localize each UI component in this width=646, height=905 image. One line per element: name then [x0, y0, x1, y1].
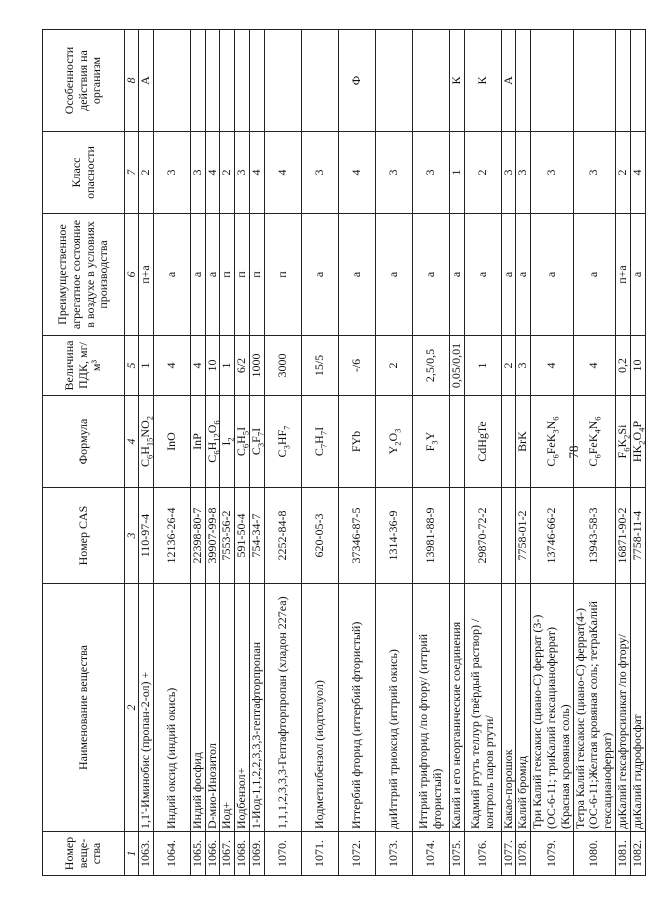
cell-formula: BrK	[516, 396, 531, 488]
table-row	[205, 30, 220, 876]
table-row	[464, 30, 501, 876]
cell-number: 1068.	[235, 832, 250, 876]
cell-pdk: 2	[501, 336, 516, 396]
cell-formula: $F_3Y$	[412, 396, 449, 488]
cell-name: Индий фосфид	[190, 584, 205, 832]
table-row	[412, 30, 449, 876]
cell-feature: А	[139, 30, 154, 132]
cell-formula: $I_2$	[220, 396, 235, 488]
cell-cas: 13981-88-9	[412, 488, 449, 584]
cell-formula: $C_6FeK_3N_6$	[531, 396, 573, 488]
header-feat: Особенности действия на организм	[43, 30, 125, 132]
cell-number: 1078.	[516, 832, 531, 876]
cell-pdk: 6/2	[235, 336, 250, 396]
cell-name: Кадмий ртуть теллур (твёрдый раствор) /контроль паров ртути/	[464, 584, 501, 832]
cell-state: а	[205, 214, 220, 336]
cell-state: п	[235, 214, 250, 336]
table-row	[615, 30, 630, 876]
cell-name: 1,1,1,2,3,3,3-Гептафторпропан (хладон 227еа)	[264, 584, 301, 832]
cell-number: 1073.	[375, 832, 412, 876]
header-row	[43, 30, 125, 876]
cell-pdk: 1	[139, 336, 154, 396]
cell-pdk: 0,2	[615, 336, 630, 396]
cell-cas: 1314-36-9	[375, 488, 412, 584]
cell-number: 1065.	[190, 832, 205, 876]
cell-cas: 22398-80-7	[190, 488, 205, 584]
table-row	[531, 30, 573, 876]
cell-number: 1082.	[630, 832, 645, 876]
cell-pdk: 4	[153, 336, 190, 396]
cell-class: 3	[190, 132, 205, 214]
table-row	[190, 30, 205, 876]
cell-state: а	[573, 214, 615, 336]
cell-name: диИттрий триоксид (иттрий окись)	[375, 584, 412, 832]
header-name: Наименование вещества	[43, 584, 125, 832]
cell-pdk: 1000	[249, 336, 264, 396]
cell-formula: InP	[190, 396, 205, 488]
cell-state: а	[464, 214, 501, 336]
cell-number: 1064.	[153, 832, 190, 876]
cell-class: 3	[235, 132, 250, 214]
cell-feature	[205, 30, 220, 132]
cell-pdk: 0,05/0,01	[449, 336, 464, 396]
cell-number: 1072.	[338, 832, 375, 876]
header-cas: Номер CAS	[43, 488, 125, 584]
cell-number: 1081.	[615, 832, 630, 876]
cell-pdk: -/6	[338, 336, 375, 396]
table-row	[220, 30, 235, 876]
cell-state: а	[190, 214, 205, 336]
cell-name: Индий оксид (индий окись)	[153, 584, 190, 832]
cell-feature: Ф	[338, 30, 375, 132]
header-pdk: Величина ПДК, мг/м³	[43, 336, 125, 396]
cell-class: 3	[501, 132, 516, 214]
table-row	[264, 30, 301, 876]
col-number: 2	[125, 584, 139, 832]
table-row	[235, 30, 250, 876]
cell-state: а	[338, 214, 375, 336]
cell-pdk: 2	[375, 336, 412, 396]
cell-feature	[412, 30, 449, 132]
cell-state: п	[220, 214, 235, 336]
cell-class: 2	[464, 132, 501, 214]
cell-formula: $C_3F_7I$	[249, 396, 264, 488]
table-row	[139, 30, 154, 876]
cell-class: 3	[301, 132, 338, 214]
cell-feature: К	[449, 30, 464, 132]
col-number: 3	[125, 488, 139, 584]
cell-formula: CdHgTe	[464, 396, 501, 488]
cell-class: 3	[375, 132, 412, 214]
cell-number: 1069.	[249, 832, 264, 876]
cell-state: а	[301, 214, 338, 336]
cell-class: 4	[264, 132, 301, 214]
cell-name: Три Калий гексакис (циано-С) феррат (3-) (ОС-6-11; триКалий гексацианоферрат) (Красная кровяная соль)	[531, 584, 573, 832]
cell-feature	[190, 30, 205, 132]
cell-cas: 29870-72-2	[464, 488, 501, 584]
cell-feature: К	[464, 30, 501, 132]
cell-feature	[630, 30, 645, 132]
cell-class: 4	[205, 132, 220, 214]
table-row	[338, 30, 375, 876]
table-row	[516, 30, 531, 876]
cell-name: Иттербий фторид (иттербий фтористый)	[338, 584, 375, 832]
cell-class: 3	[412, 132, 449, 214]
cell-name: Калий и его неорганические соединения	[449, 584, 464, 832]
cell-pdk: 15/5	[301, 336, 338, 396]
cell-formula: $C_6H_5I$	[235, 396, 250, 488]
cell-feature	[615, 30, 630, 132]
cell-cas: 39907-99-8	[205, 488, 220, 584]
cell-formula: $C_7H_7I$	[301, 396, 338, 488]
cell-cas: 7758-01-2	[516, 488, 531, 584]
cell-formula: FYb	[338, 396, 375, 488]
cell-class: 3	[153, 132, 190, 214]
cell-name: Калий бромид	[516, 584, 531, 832]
col-number: 6	[125, 214, 139, 336]
cell-number: 1070.	[264, 832, 301, 876]
cell-number: 1067.	[220, 832, 235, 876]
header-num: Номер веще-ства	[43, 832, 125, 876]
cell-name: Тетра Калий гексакис (циано-С) феррат(4-) (ОС-6-11;Желтая кровяная соль; тетраКалий гексацианоферрат)	[573, 584, 615, 832]
table-row	[249, 30, 264, 876]
cell-name: Какао-порошок	[501, 584, 516, 832]
cell-cas: 2252-84-8	[264, 488, 301, 584]
cell-cas: 7758-11-4	[630, 488, 645, 584]
table-row	[630, 30, 645, 876]
cell-class: 1	[449, 132, 464, 214]
cell-pdk: 2,5/0,5	[412, 336, 449, 396]
cell-pdk: 10	[630, 336, 645, 396]
header-state: Преимущественное агрегатное состояние в воздухе в условиях производства	[43, 214, 125, 336]
substances-table	[42, 29, 646, 876]
cell-feature	[516, 30, 531, 132]
cell-formula: $C_6H_{15}NO_2$	[139, 396, 154, 488]
cell-cas: 16871-90-2	[615, 488, 630, 584]
table-row	[573, 30, 615, 876]
cell-class: 2	[615, 132, 630, 214]
cell-state: а	[531, 214, 573, 336]
cell-pdk: 3000	[264, 336, 301, 396]
cell-class: 3	[516, 132, 531, 214]
table-row	[501, 30, 516, 876]
cell-class: 4	[338, 132, 375, 214]
cell-name: 1-Иод-1,1,2,2,3,3,3-гептафторпропан	[249, 584, 264, 832]
cell-state: а	[153, 214, 190, 336]
cell-state: п	[249, 214, 264, 336]
cell-number: 1066.	[205, 832, 220, 876]
cell-feature	[301, 30, 338, 132]
cell-pdk: 4	[531, 336, 573, 396]
cell-class: 4	[630, 132, 645, 214]
cell-feature: А	[501, 30, 516, 132]
cell-feature	[220, 30, 235, 132]
cell-name: 1,1'-Иминобис (пропан-2-ол) +	[139, 584, 154, 832]
cell-feature	[264, 30, 301, 132]
cell-state: а	[412, 214, 449, 336]
cell-cas	[449, 488, 464, 584]
col-number: 7	[125, 132, 139, 214]
cell-number: 1071.	[301, 832, 338, 876]
cell-name: Иттрий трифторид /по фтору/ (иттрий фтористый)	[412, 584, 449, 832]
cell-class: 2	[220, 132, 235, 214]
cell-pdk: 10	[205, 336, 220, 396]
cell-formula: $C_6H_{12}O_6$	[205, 396, 220, 488]
table-row	[153, 30, 190, 876]
rotated-table-container	[42, 30, 646, 876]
cell-name: Иодметилбензол (иодтолуол)	[301, 584, 338, 832]
cell-cas: 620-05-3	[301, 488, 338, 584]
cell-class: 3	[573, 132, 615, 214]
cell-state: п+а	[615, 214, 630, 336]
cell-name: диКалий гидрофосфат	[630, 584, 645, 832]
cell-cas	[501, 488, 516, 584]
cell-state: а	[449, 214, 464, 336]
cell-cas: 13943-58-3	[573, 488, 615, 584]
cell-pdk: 3	[516, 336, 531, 396]
cell-feature	[153, 30, 190, 132]
table-row	[449, 30, 464, 876]
col-number: 5	[125, 336, 139, 396]
cell-number: 1076.	[464, 832, 501, 876]
cell-formula: $C_6FeK_4N_6$	[573, 396, 615, 488]
cell-number: 1079.	[531, 832, 573, 876]
cell-formula: InO	[153, 396, 190, 488]
cell-number: 1080.	[573, 832, 615, 876]
cell-pdk: 4	[190, 336, 205, 396]
cell-formula: $Y_2O_3$	[375, 396, 412, 488]
cell-cas: 12136-26-4	[153, 488, 190, 584]
cell-state: п	[264, 214, 301, 336]
cell-feature	[573, 30, 615, 132]
cell-number: 1077.	[501, 832, 516, 876]
column-number-row	[125, 30, 139, 876]
cell-pdk: 4	[573, 336, 615, 396]
cell-feature	[249, 30, 264, 132]
cell-number: 1075.	[449, 832, 464, 876]
col-number: 8	[125, 30, 139, 132]
cell-formula	[501, 396, 516, 488]
cell-cas: 7553-56-2	[220, 488, 235, 584]
cell-number: 1063.	[139, 832, 154, 876]
col-number: 1	[125, 832, 139, 876]
cell-formula	[449, 396, 464, 488]
cell-formula: $F_6K_2Si$	[615, 396, 630, 488]
cell-state: а	[375, 214, 412, 336]
header-formula: Формула	[43, 396, 125, 488]
cell-cas: 13746-66-2	[531, 488, 573, 584]
cell-class: 2	[139, 132, 154, 214]
cell-state: п+а	[139, 214, 154, 336]
cell-cas: 754-34-7	[249, 488, 264, 584]
cell-formula: $C_3HF_7$	[264, 396, 301, 488]
cell-name: диКалий гексафторсиликат /по фтору/	[615, 584, 630, 832]
cell-cas: 110-97-4	[139, 488, 154, 584]
cell-pdk: 1	[464, 336, 501, 396]
header-class: Класс опасности	[43, 132, 125, 214]
cell-cas: 591-50-4	[235, 488, 250, 584]
cell-name: Иод+	[220, 584, 235, 832]
cell-name: D-мио-Инозитол	[205, 584, 220, 832]
cell-state: а	[516, 214, 531, 336]
cell-pdk: 1	[220, 336, 235, 396]
cell-state: а	[630, 214, 645, 336]
cell-name: Иодбензол+	[235, 584, 250, 832]
table-row	[375, 30, 412, 876]
page-number: 78	[566, 445, 581, 459]
cell-formula: $HK_2O_4P$	[630, 396, 645, 488]
cell-feature	[375, 30, 412, 132]
cell-cas: 37346-87-5	[338, 488, 375, 584]
cell-class: 4	[249, 132, 264, 214]
table-body	[139, 30, 646, 876]
cell-state: а	[501, 214, 516, 336]
col-number: 4	[125, 396, 139, 488]
cell-number: 1074.	[412, 832, 449, 876]
cell-feature	[235, 30, 250, 132]
cell-feature	[531, 30, 573, 132]
table-row	[301, 30, 338, 876]
cell-class: 3	[531, 132, 573, 214]
